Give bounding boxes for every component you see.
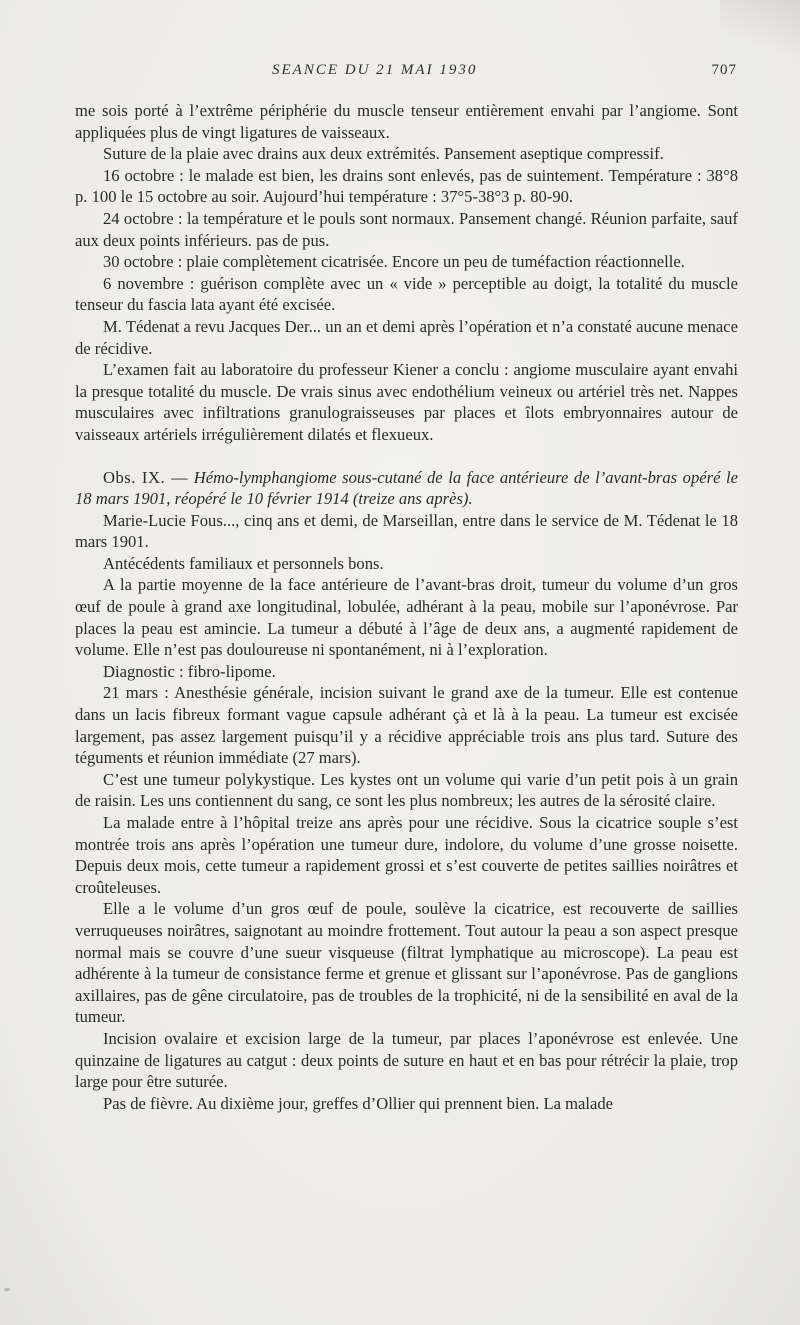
- paragraph: 21 mars : Anesthésie générale, incision suivant le grand axe de la tumeur. Elle est contenue dans un lacis fibreux formant vague capsule adhérant çà et là à la peau. La tumeur est excisée largement, pas assez largement puisqu’il y a récidive appréciable trois ans plus tard. Suture des téguments et réunion immédiate (27 mars).: [75, 683, 738, 768]
- page-number: 707: [711, 62, 737, 78]
- paragraph: me sois porté à l’extrême périphérie du muscle tenseur entièrement envahi par l’angiome. Sont appliquées plus de vingt ligatures de vaisseaux.: [75, 101, 738, 142]
- paragraph: 16 octobre : le malade est bien, les drains sont enlevés, pas de suintement. Température : 38°8 p. 100 le 15 octobre au soir. Aujourd’hui température : 37°5-38°3 p. 80-90.: [75, 165, 738, 207]
- paragraph: Suture de la plaie avec drains aux deux extrémités. Pansement aseptique compressif.: [103, 144, 664, 164]
- observation-heading: [75, 467, 738, 510]
- paragraph: La malade entre à l’hôpital treize ans après pour une récidive. Sous la cicatrice souple s’est montrée trois ans après l’opération une tumeur dure, indolore, du volume d’une grosse noisette. Depuis deux mois, cette tumeur a rapidement grossi et s’est couverte de petites saillies noirâtres et croûteleuses.: [75, 813, 738, 897]
- paragraph: C’est une tumeur polykystique. Les kystes ont un volume qui varie d’un petit pois à un grain de raisin. Les uns contiennent du sang, ce sont les plus nombreux; les autres de la sérosité claire.: [75, 769, 738, 811]
- page-header: [0, 62, 800, 82]
- paragraph: Diagnostic : fibro-lipome.: [103, 661, 276, 681]
- paragraph: Incision ovalaire et excision large de la tumeur, par places l’aponévrose est enlevée. Une quinzaine de ligatures au catgut : deux points de suture en haut et en bas pour rétrécir la plaie, trop large pour être suturée.: [75, 1028, 738, 1092]
- paragraph: 6 novembre : guérison complète avec un « vide » perceptible au doigt, la totalité du muscle tenseur du fascia lata ayant été excisée.: [75, 273, 738, 315]
- paragraph: Antécédents familiaux et personnels bons.: [103, 553, 384, 573]
- observation-title: Hémo-lymphangiome sous-cutané de la face antérieure de l’avant-bras opéré le 18 mars 1901, réopéré le 10 février 1914 (treize ans après).: [75, 467, 738, 509]
- paragraph: M. Tédenat a revu Jacques Der... un an et demi après l’opération et n’a constaté aucune menace de récidive.: [75, 316, 738, 358]
- observation-label: Obs. IX. —: [103, 467, 189, 487]
- paragraph: 30 octobre : plaie complètement cicatrisée. Encore un peu de tuméfaction réactionnelle.: [103, 252, 685, 272]
- paragraph: L’examen fait au laboratoire du professeur Kiener a conclu : angiome musculaire ayant envahi la presque totalité du muscle. De vrais sinus avec endothélium veineux ou artériel très net. Nappes musculaires avec infiltrations granulograisseuses par places et îlots embryonnaires autour de vaisseaux artériels irrégulièrement dilatés et flexueux.: [75, 360, 738, 444]
- body-text: [75, 100, 738, 1114]
- page-corner-shadow: [720, 0, 800, 60]
- paragraph: Marie-Lucie Fous..., cinq ans et demi, de Marseillan, entre dans le service de M. Tédenat le 18 mars 1901.: [75, 510, 738, 552]
- paragraph: Pas de fièvre. Au dixième jour, greffes d’Ollier qui prennent bien. La malade: [103, 1093, 614, 1113]
- scan-edge-mark: [4, 1288, 10, 1291]
- paragraph: A la partie moyenne de la face antérieure de l’avant-bras droit, tumeur du volume d’un gros œuf de poule à grand axe longitudinal, lobulée, adhérant à la peau, mobile sur l’aponévrose. Par places la peau est amincie. La tumeur a débuté à l’âge de deux ans, a augmenté rapidement de volume. Elle n’est pas douloureuse ni spontanément, ni à l’exploration.: [75, 575, 738, 660]
- paragraph: Elle a le volume d’un gros œuf de poule, soulève la cicatrice, est recouverte de saillies verruqueuses noirâtres, saignotant au moindre frottement. Tout autour la peau a son aspect presque normal mais se couvre d’une sueur visqueuse (filtrat lymphatique au microscope). La peau est adhérente à la tumeur de consistance ferme et grenue et glissant sur l’aponévrose. Pas de ganglions axillaires, pas de gêne circulatoire, pas de troubles de la trophicité, ni de la sensibilité en aval de la tumeur.: [75, 899, 738, 1027]
- paragraph: 24 octobre : la température et le pouls sont normaux. Pansement changé. Réunion parfaite, sauf aux deux points inférieurs. pas de pus.: [75, 208, 738, 250]
- running-title: SEANCE DU 21 MAI 1930: [272, 62, 478, 78]
